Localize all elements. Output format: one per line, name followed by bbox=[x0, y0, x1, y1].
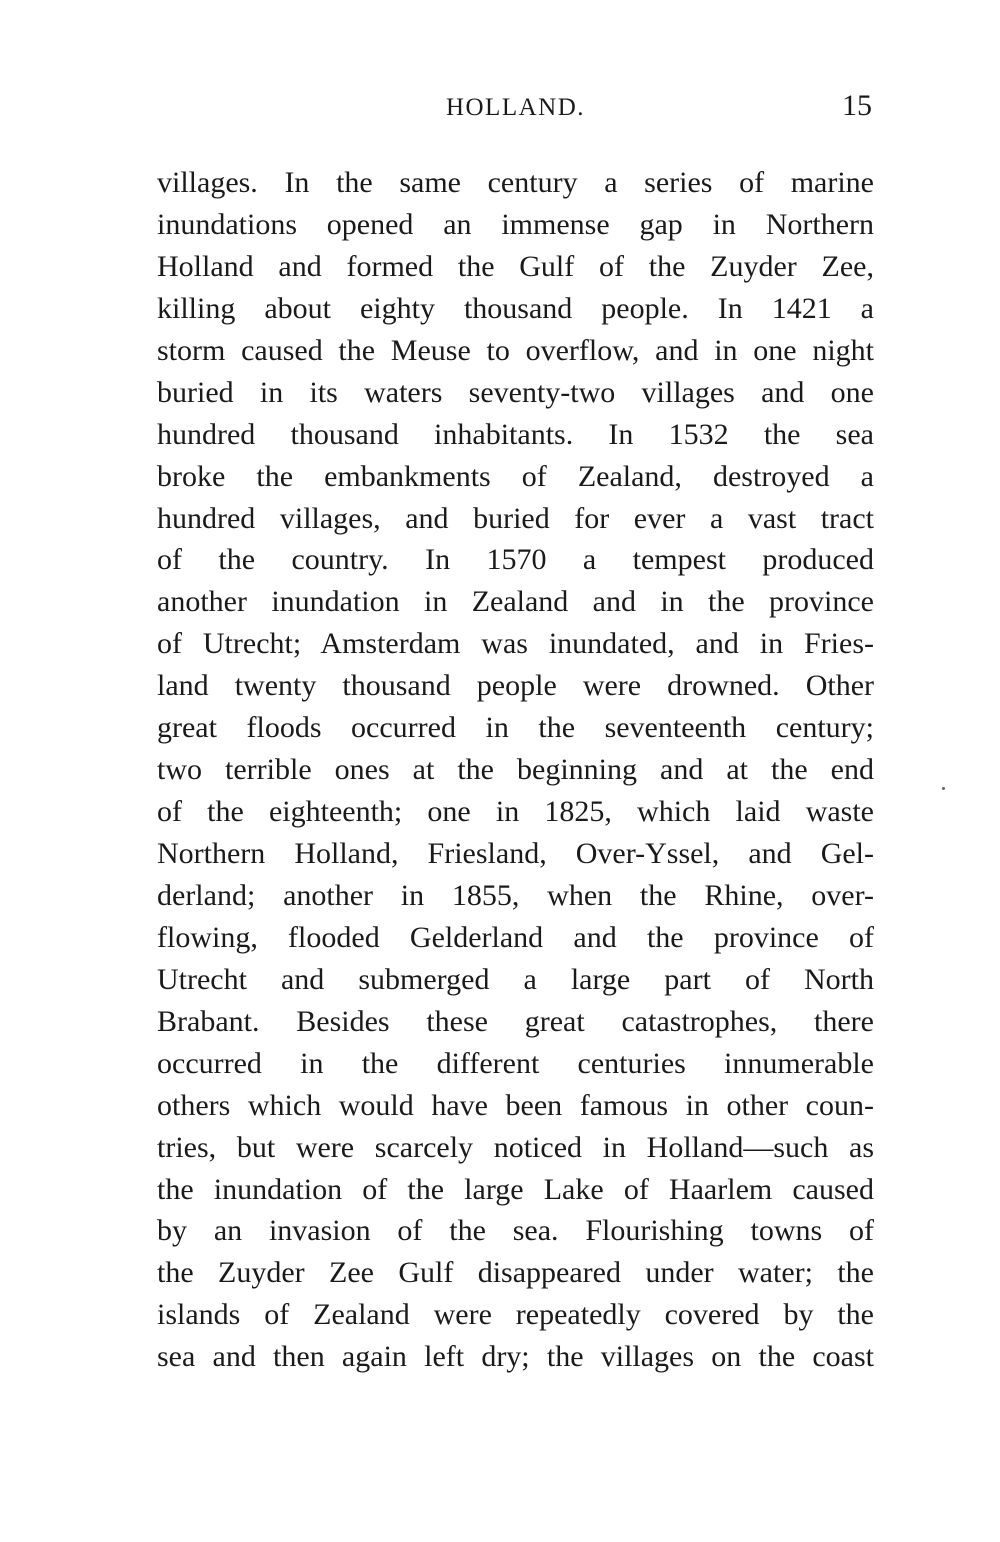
text-line: sea and then again left dry; the villages on the coast bbox=[157, 1340, 874, 1374]
text-line: the inundation of the large Lake of Haarlem caused bbox=[157, 1172, 874, 1206]
text-line: derland; another in 1855, when the Rhine, over- bbox=[157, 878, 874, 912]
text-line: Brabant. Besides these great catastrophes, there bbox=[157, 1004, 874, 1038]
text-line: of the eighteenth; one in 1825, which laid waste bbox=[157, 795, 874, 829]
text-line: others which would have been famous in other coun- bbox=[157, 1088, 874, 1122]
text-line: two terrible ones at the beginning and at the end bbox=[157, 753, 874, 787]
text-line: storm caused the Meuse to overflow, and in one night bbox=[157, 333, 874, 367]
page-number: 15 bbox=[842, 89, 872, 122]
text-line: another inundation in Zealand and in the province bbox=[157, 585, 874, 619]
text-line: occurred in the different centuries innumerable bbox=[157, 1046, 874, 1080]
body-text bbox=[157, 162, 874, 1378]
margin-speck bbox=[942, 787, 945, 790]
text-line: islands of Zealand were repeatedly covered by the bbox=[157, 1298, 874, 1332]
text-line: buried in its waters seventy-two villages and one bbox=[157, 375, 874, 409]
text-line: of Utrecht; Amsterdam was inundated, and in Fries- bbox=[157, 627, 874, 661]
text-line: tries, but were scarcely noticed in Holland—such as bbox=[157, 1130, 874, 1164]
text-line: hundred villages, and buried for ever a vast tract bbox=[157, 501, 874, 535]
text-line: flowing, flooded Gelderland and the province of bbox=[157, 920, 874, 954]
text-line: killing about eighty thousand people. In 1421 a bbox=[157, 291, 874, 325]
text-line: by an invasion of the sea. Flourishing towns of bbox=[157, 1214, 874, 1248]
text-line: of the country. In 1570 a tempest produced bbox=[157, 543, 874, 577]
text-line: villages. In the same century a series of marine bbox=[157, 166, 874, 199]
text-line: the Zuyder Zee Gulf disappeared under water; the bbox=[157, 1256, 874, 1290]
running-title: HOLLAND. bbox=[445, 94, 586, 121]
text-line: Holland and formed the Gulf of the Zuyder Zee, bbox=[157, 249, 874, 283]
text-line: Utrecht and submerged a large part of North bbox=[157, 962, 874, 996]
text-line: broke the embankments of Zealand, destroyed a bbox=[157, 459, 874, 493]
text-line: inundations opened an immense gap in Northern bbox=[157, 207, 874, 241]
page-header bbox=[157, 90, 874, 130]
text-line: land twenty thousand people were drowned. Other bbox=[157, 669, 874, 703]
text-line: great floods occurred in the seventeenth century; bbox=[157, 711, 874, 745]
text-line: hundred thousand inhabitants. In 1532 the sea bbox=[157, 417, 874, 451]
text-line: Northern Holland, Friesland, Over-Yssel, and Gel- bbox=[157, 837, 874, 870]
